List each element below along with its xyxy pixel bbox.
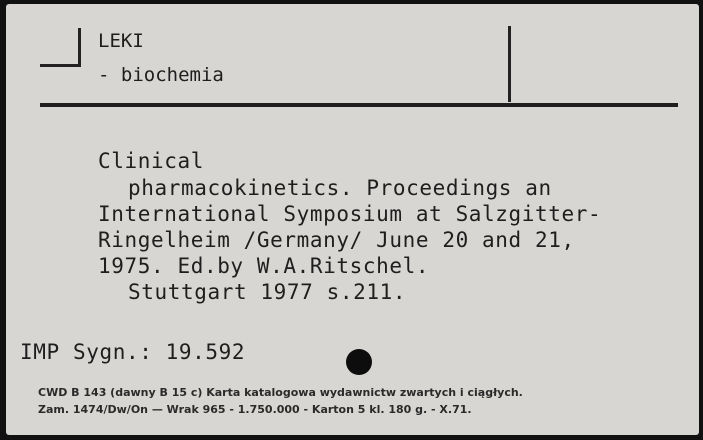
header-vertical-rule xyxy=(508,26,511,102)
title-line-3: International Symposium at Salzgitter- xyxy=(98,202,602,226)
punch-hole xyxy=(346,349,372,375)
title-line-6: Stuttgart 1977 s.211. xyxy=(128,280,407,304)
header-horizontal-rule xyxy=(40,103,678,107)
bracket-vertical-line xyxy=(78,28,81,66)
footer-line-2: Zam. 1474/Dw/On — Wrak 965 - 1.750.000 - Karton 5 kl. 180 g. - X.71. xyxy=(38,403,472,416)
catalog-card xyxy=(6,4,699,435)
title-line-4: Ringelheim /Germany/ June 20 and 21, xyxy=(98,228,575,252)
title-line-1: Clinical xyxy=(98,149,204,173)
subject-bracket xyxy=(40,28,84,66)
title-line-5: 1975. Ed.by W.A.Ritschel. xyxy=(98,254,430,278)
call-number: IMP Sygn.: 19.592 xyxy=(20,340,246,364)
subject-heading: LEKI xyxy=(98,30,144,52)
bracket-horizontal-line xyxy=(40,64,81,67)
title-line-2: pharmacokinetics. Proceedings an xyxy=(128,176,552,200)
footer-line-1: CWD B 143 (dawny B 15 c) Karta katalogowa wydawnictw zwartych i ciągłych. xyxy=(38,386,523,399)
subject-subheading: - biochemia xyxy=(98,64,224,86)
